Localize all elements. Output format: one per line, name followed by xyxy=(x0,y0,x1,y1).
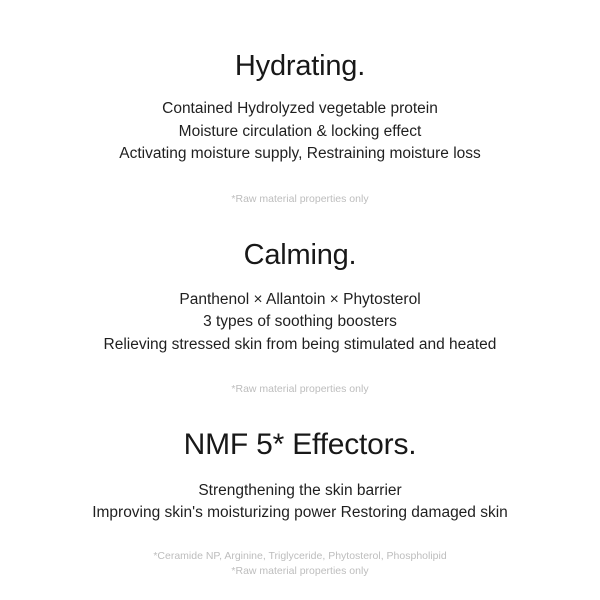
benefit-line: Moisture circulation & locking effect xyxy=(178,122,422,140)
section-body-nmf-effectors xyxy=(20,480,580,525)
benefit-line: 3 types of soothing boosters xyxy=(203,313,397,331)
section-title-calming: Calming. xyxy=(243,238,357,271)
benefit-line: Panthenol × Allantoin × Phytosterol xyxy=(179,290,421,308)
section-nmf-effectors xyxy=(20,426,580,580)
disclaimer-note-nmf: *Raw material properties only xyxy=(231,565,369,578)
benefit-line: Activating moisture supply, Restraining moisture loss xyxy=(119,145,481,163)
section-body-hydrating xyxy=(20,98,580,165)
section-title-hydrating: Hydrating. xyxy=(234,50,366,82)
disclaimer-note-hydrating: *Raw material properties only xyxy=(231,192,369,205)
section-body-calming xyxy=(20,289,580,356)
disclaimer-note-calming: *Raw material properties only xyxy=(231,383,369,396)
benefit-line: Relieving stressed skin from being stimulated and heated xyxy=(103,335,497,353)
benefit-line: Improving skin's moisturizing power Restoring damaged skin xyxy=(92,504,508,522)
ingredient-note-nmf: *Ceramide NP, Arginine, Triglyceride, Phytosterol, Phospholipid xyxy=(153,549,447,562)
section-hydrating xyxy=(20,48,580,207)
section-title-nmf-effectors: NMF 5* Effectors. xyxy=(183,428,417,462)
section-calming xyxy=(20,237,580,398)
benefit-line: Strengthening the skin barrier xyxy=(198,481,402,499)
benefit-line: Contained Hydrolyzed vegetable protein xyxy=(162,100,438,118)
